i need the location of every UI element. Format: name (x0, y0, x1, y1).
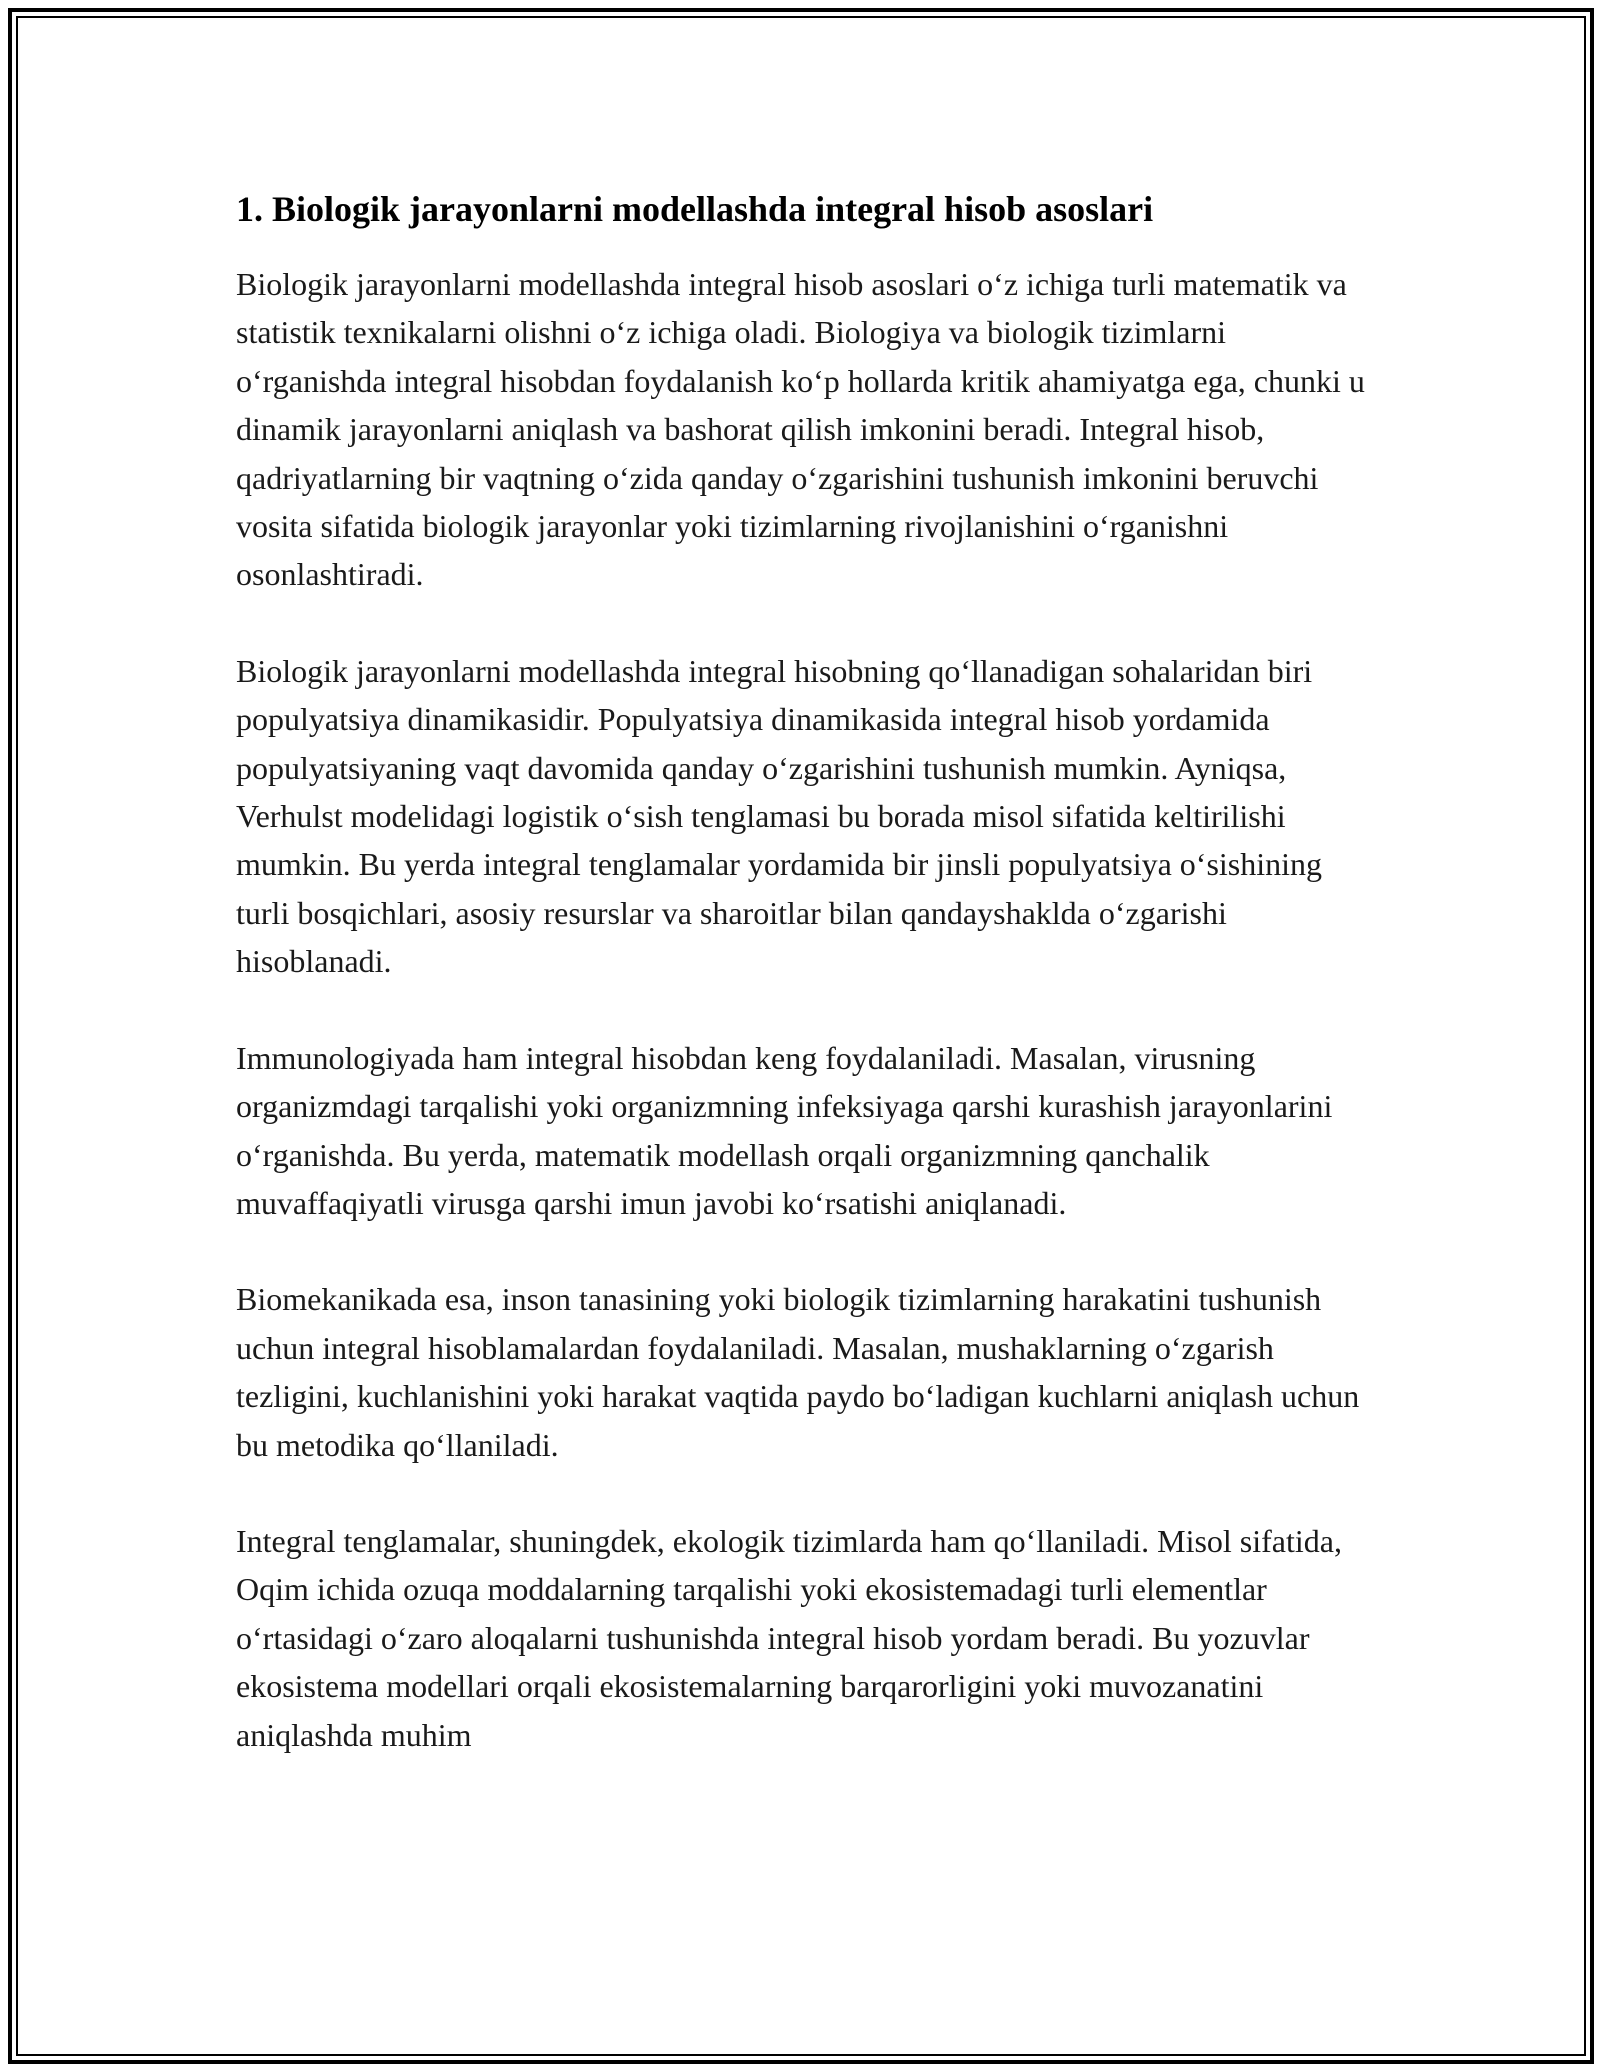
paragraph-population-dynamics: Biologik jarayonlarni modellashda integral hisobning qo‘llanadigan sohalaridan biri populyatsiya dinamikasidir. Populyatsiya dinamikasida integral hisob yordamida populyatsiyaning vaqt davomida qanday o‘zgarishini tushunish mumkin. Ayniqsa, Verhulst modelidagi logistik o‘sish tenglamasi bu borada misol sifatida keltirilishi mumkin. Bu yerda integral tenglamalar yordamida bir jinsli populyatsiya o‘sishining turli bosqichlari, asosiy resurslar va sharoitlar bilan qandayshaklda o‘zgarishi hisoblanadi. (236, 652, 1323, 980)
section-heading: 1. Biologik jarayonlarni modellashda integral hisob asoslari (236, 189, 1154, 229)
paragraph-ecology: Integral tenglamalar, shuningdek, ekologik tizimlarda ham qo‘llaniladi. Misol sifatida, Oqim ichida ozuqa moddalarning tarqalishi yoki ekosistemadagi turli elementlar o‘rtasidagi o‘zaro aloqalarni tushunishda integral hisob yordam beradi. Bu yozuvlar ekosistema modellari orqali ekosistemalarning barqarorligini yoki muvozanatini aniqlashda muhim (236, 1522, 1342, 1753)
paragraph-immunology: Immunologiyada ham integral hisobdan keng foydalaniladi. Masalan, virusning organizmdagi tarqalishi yoki organizmning infeksiyaga qarshi kurashish jarayonlarini o‘rganishda. Bu yerda, matematik modellash orqali organizmning qanchalik muvaffaqiyatli virusga qarshi imun javobi ko‘rsatishi aniqlanadi. (236, 1039, 1333, 1221)
document-body (236, 186, 1366, 1807)
paragraph-biomechanics: Biomekanikada esa, inson tanasining yoki biologik tizimlarning harakatini tushunish uchun integral hisoblamalardan foydalaniladi. Masalan, mushaklarning o‘zgarish tezligini, kuchlanishini yoki harakat vaqtida paydo bo‘ladigan kuchlarni aniqlash uchun bu metodika qo‘llaniladi. (236, 1281, 1360, 1463)
paragraph-intro: Biologik jarayonlarni modellashda integral hisob asoslari o‘z ichiga turli matematik va statistik texnikalarni olishni o‘z ichiga oladi. Biologiya va biologik tizimlarni o‘rganishda integral hisobdan foydalanish ko‘p hollarda kritik ahamiyatga ega, chunki u dinamik jarayonlarni aniqlash va bashorat qilish imkonini beradi. Integral hisob, qadriyatlarning bir vaqtning o‘zida qanday o‘zgarishini tushunish imkonini beruvchi vosita sifatida biologik jarayonlar yoki tizimlarning rivojlanishini o‘rganishni osonlashtiradi. (236, 266, 1365, 593)
